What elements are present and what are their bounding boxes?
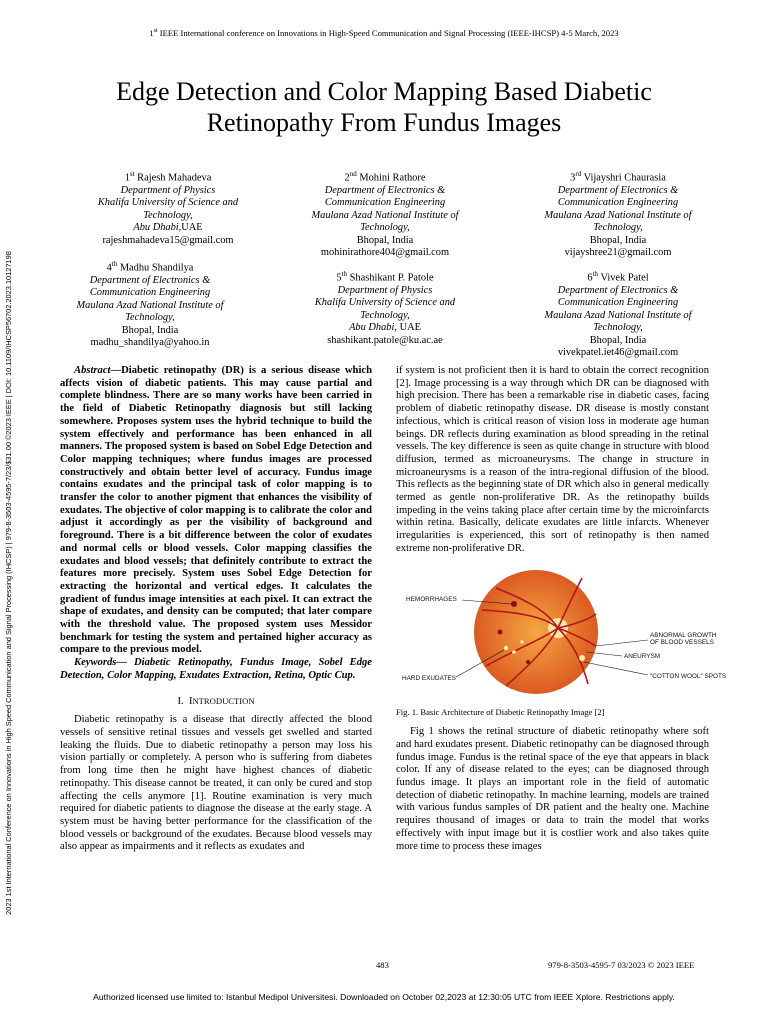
page-number: 483 [376, 960, 389, 970]
author-block-2: 2nd Mohini Rathore Department of Electronics & Communication Engineering Maulana Azad National Institute of Technology, Bhopal, India mohinirathore404@gmail.com [296, 168, 474, 259]
label-abnormal-growth-2: OF BLOOD VESSELS [650, 638, 714, 646]
title-line-2: Retinopathy From Fundus Images [206, 108, 562, 137]
author-block-4: 4th Madhu Shandilya Department of Electronics & Communication Engineering Maulana Azad National Institute of Technology, Bhopal, India madhu_shandilya@yahoo.in [62, 258, 238, 349]
figure-1 [396, 570, 727, 700]
label-cotton-wool: "COTTON WOOL" SPOTS [650, 672, 727, 680]
right-column [396, 365, 727, 853]
conference-header: 1st IEEE International conference on Innovations in High-Speed Communication and Signal Processing (IEEE-IHCSP) 4-5 March, 2023 [149, 28, 619, 38]
figure-caption: Fig. 1. Basic Architecture of Diabetic Retinopathy Image [2] [396, 706, 605, 717]
label-aneurysm: ANEURYSM [624, 652, 661, 660]
title-line-1: Edge Detection and Color Mapping Based Diabetic [116, 77, 652, 106]
author-email[interactable]: rajeshmahadeva15@gmail.com [102, 234, 234, 246]
author-email[interactable]: madhu_shandilya@yahoo.in [90, 336, 210, 348]
section-heading-introduction: I. INTRODUCTION [177, 695, 255, 707]
retina-disc [474, 570, 598, 694]
label-hemorrhages: HEMORRHAGES [406, 595, 457, 603]
author-email[interactable]: mohinirathore404@gmail.com [320, 246, 450, 258]
author-block-5: 5th Shashikant P. Patole Department of Physics Khalifa University of Science and Technology, Abu Dhabi, UAE shashikant.patole@ku.ac.ae [300, 268, 470, 347]
intro-paragraph-1: Diabetic retinopathy is a disease that directly affected the blood vessels of sensitive retinal tissues and vessels get swelled and started leaking the fluids. Due to diabetic retinopathy a person may loss his vision partially or completely. A person who is suffering from diabetes from long time then he might have highest chances of diabetic retinopathy. This disease cannot be treated, it can only be cured and stop affecting the cells anymore [1]. Routine examination is very much required for diabetic patients to diagnose the disease at the early stage. A system must be having better performance for the classification of the blood vessels or background of the exudates. Because blood vessels may also appear as impairments and it reflects as exudates and [60, 714, 372, 853]
retina-diagram [396, 570, 727, 700]
side-doi-banner: 2023 1st International Conference on Innovations in High Speed Communication and Signal Processing (IHCSP) | 979-8-3503-4595-7/23/$31.00 ©2023 IEEE | DOI: 10.1109/IHCSP56702.2023.10127198 [4, 251, 13, 915]
author-email[interactable]: vivekpatel.iet46@gmail.com [557, 346, 679, 358]
right-paragraph-2: Fig 1 shows the retinal structure of diabetic retinopathy where soft and hard exudates present. Diabetic retinopathy can be diagnosed through fundus image. Fundus is the retinal space of the eye that appears in black color. If any of disease related to the eyes; can be diagnosed through fundus image. It plays an important role in the field of automatic detection of diabetic retinopathy. In machine learning, models are trained with various fundus samples of DR patient and the healty one. Machine requires thousand of images or data to train the model that works effectively with input image but it is costlier work and also takes quite more time to process these images [396, 726, 709, 852]
paper-title [40, 76, 728, 138]
author-block-6: 6th Vivek Patel Department of Electronics & Communication Engineering Maulana Azad National Institute of Technology, Bhopal, India vivekpatel.iet46@gmail.com [526, 268, 710, 359]
author-block-1: 1st Rajesh Mahadeva Department of Physics Khalifa University of Science and Technology, Abu Dhabi,UAE rajeshmahadeva15@gmail.com [88, 168, 248, 247]
left-column [60, 365, 372, 854]
copyright-line: 979-8-3503-4595-7 03/2023 © 2023 IEEE [548, 960, 695, 970]
license-notice: Authorized licensed use limited to: Istanbul Medipol Universitesi. Downloaded on October 02,2023 at 12:30:05 UTC from IEEE Xplore. Restrictions apply. [93, 992, 675, 1002]
author-block-3: 3rd Vijayshri Chaurasia Department of Electronics & Communication Engineering Maulana Azad National Institute of Technology, Bhopal, India vijayshree21@gmail.com [526, 168, 710, 259]
author-email[interactable]: shashikant.patole@ku.ac.ae [327, 334, 443, 346]
abstract: Abstract—Diabetic retinopathy (DR) is a serious disease which affects vision of diabetic patients. This may cause partial and complete blindness. There are so many works have been carried in the field of Diabetic Retinopathy diagnosis but still lacking somewhere. Proposes system uses the hybrid technique to build the system effectively and performance has been enhanced in all manners. The proposed system is based on Sobel Edge Detection and Color mapping techniques; where fundus images are processed constructively and obtain better level of accuracy. Fundus image contains exudates and the principal task of color mapping is to transfer the color to another pigment that enhances the visibility of exudates. The objective of color mapping is to calibrate the color and adjust it accordingly as per the visibility of background and foreground. There is a bit difference between the color of exudates and normal cells or blood vessels. Color mapping classifies the exudates and blood vessels; that definitely contribute to extract the features more precisely. System uses Sobel Edge Detection for extracting the horizontal and vertical edges. It calculates the gradient of fundus image intensities at each pixel. It can extract the shape of exudates, and density can be computed; that later compare with the threshold value. The proposed system uses Messidor benchmark for testing the system and pertained higher accuracy as compare to the previous model. [60, 365, 372, 656]
label-abnormal-growth-1: ABNORMAL GROWTH [650, 631, 717, 639]
author-email[interactable]: vijayshree21@gmail.com [564, 246, 672, 258]
right-paragraph-1: if system is not proficient then it is hard to obtain the correct recognition [2]. Image processing is a way through which DR can be diagnosed with high precision. There has been a remarkable rise in diabetic cases, facing problem of diabetic retinopathy disease. DR disease is mostly constant infectious, which is critical reason of vision loss in moderate age human beings. DR reflects during examination as blood spreading in the retinal vessels. The key difference is seen as quite change in structure with blood diffusion, termed as microaneurysms. The change in structure in microaneurysms is a reason of the intra-regional diffusion of the blood. This reflects as the beginning state of DR which also in general medically termed as gentle non-proliferative DR. As the retinopathy builds impeding in the veins taking place after certain time by the microinfarcts within retina. Basically, delicate exudates are little infarcts. Whenever irregularities is experienced, this sort of retinopathy is then named extreme non-proliferative DR. [396, 365, 710, 554]
keywords: Keywords— Diabetic Retinopathy, Fundus Image, Sobel Edge Detection, Color Mapping, Exudates Extraction, Retina, Optic Cup. [60, 657, 372, 681]
label-hard-exudates: HARD EXUDATES [402, 674, 456, 682]
